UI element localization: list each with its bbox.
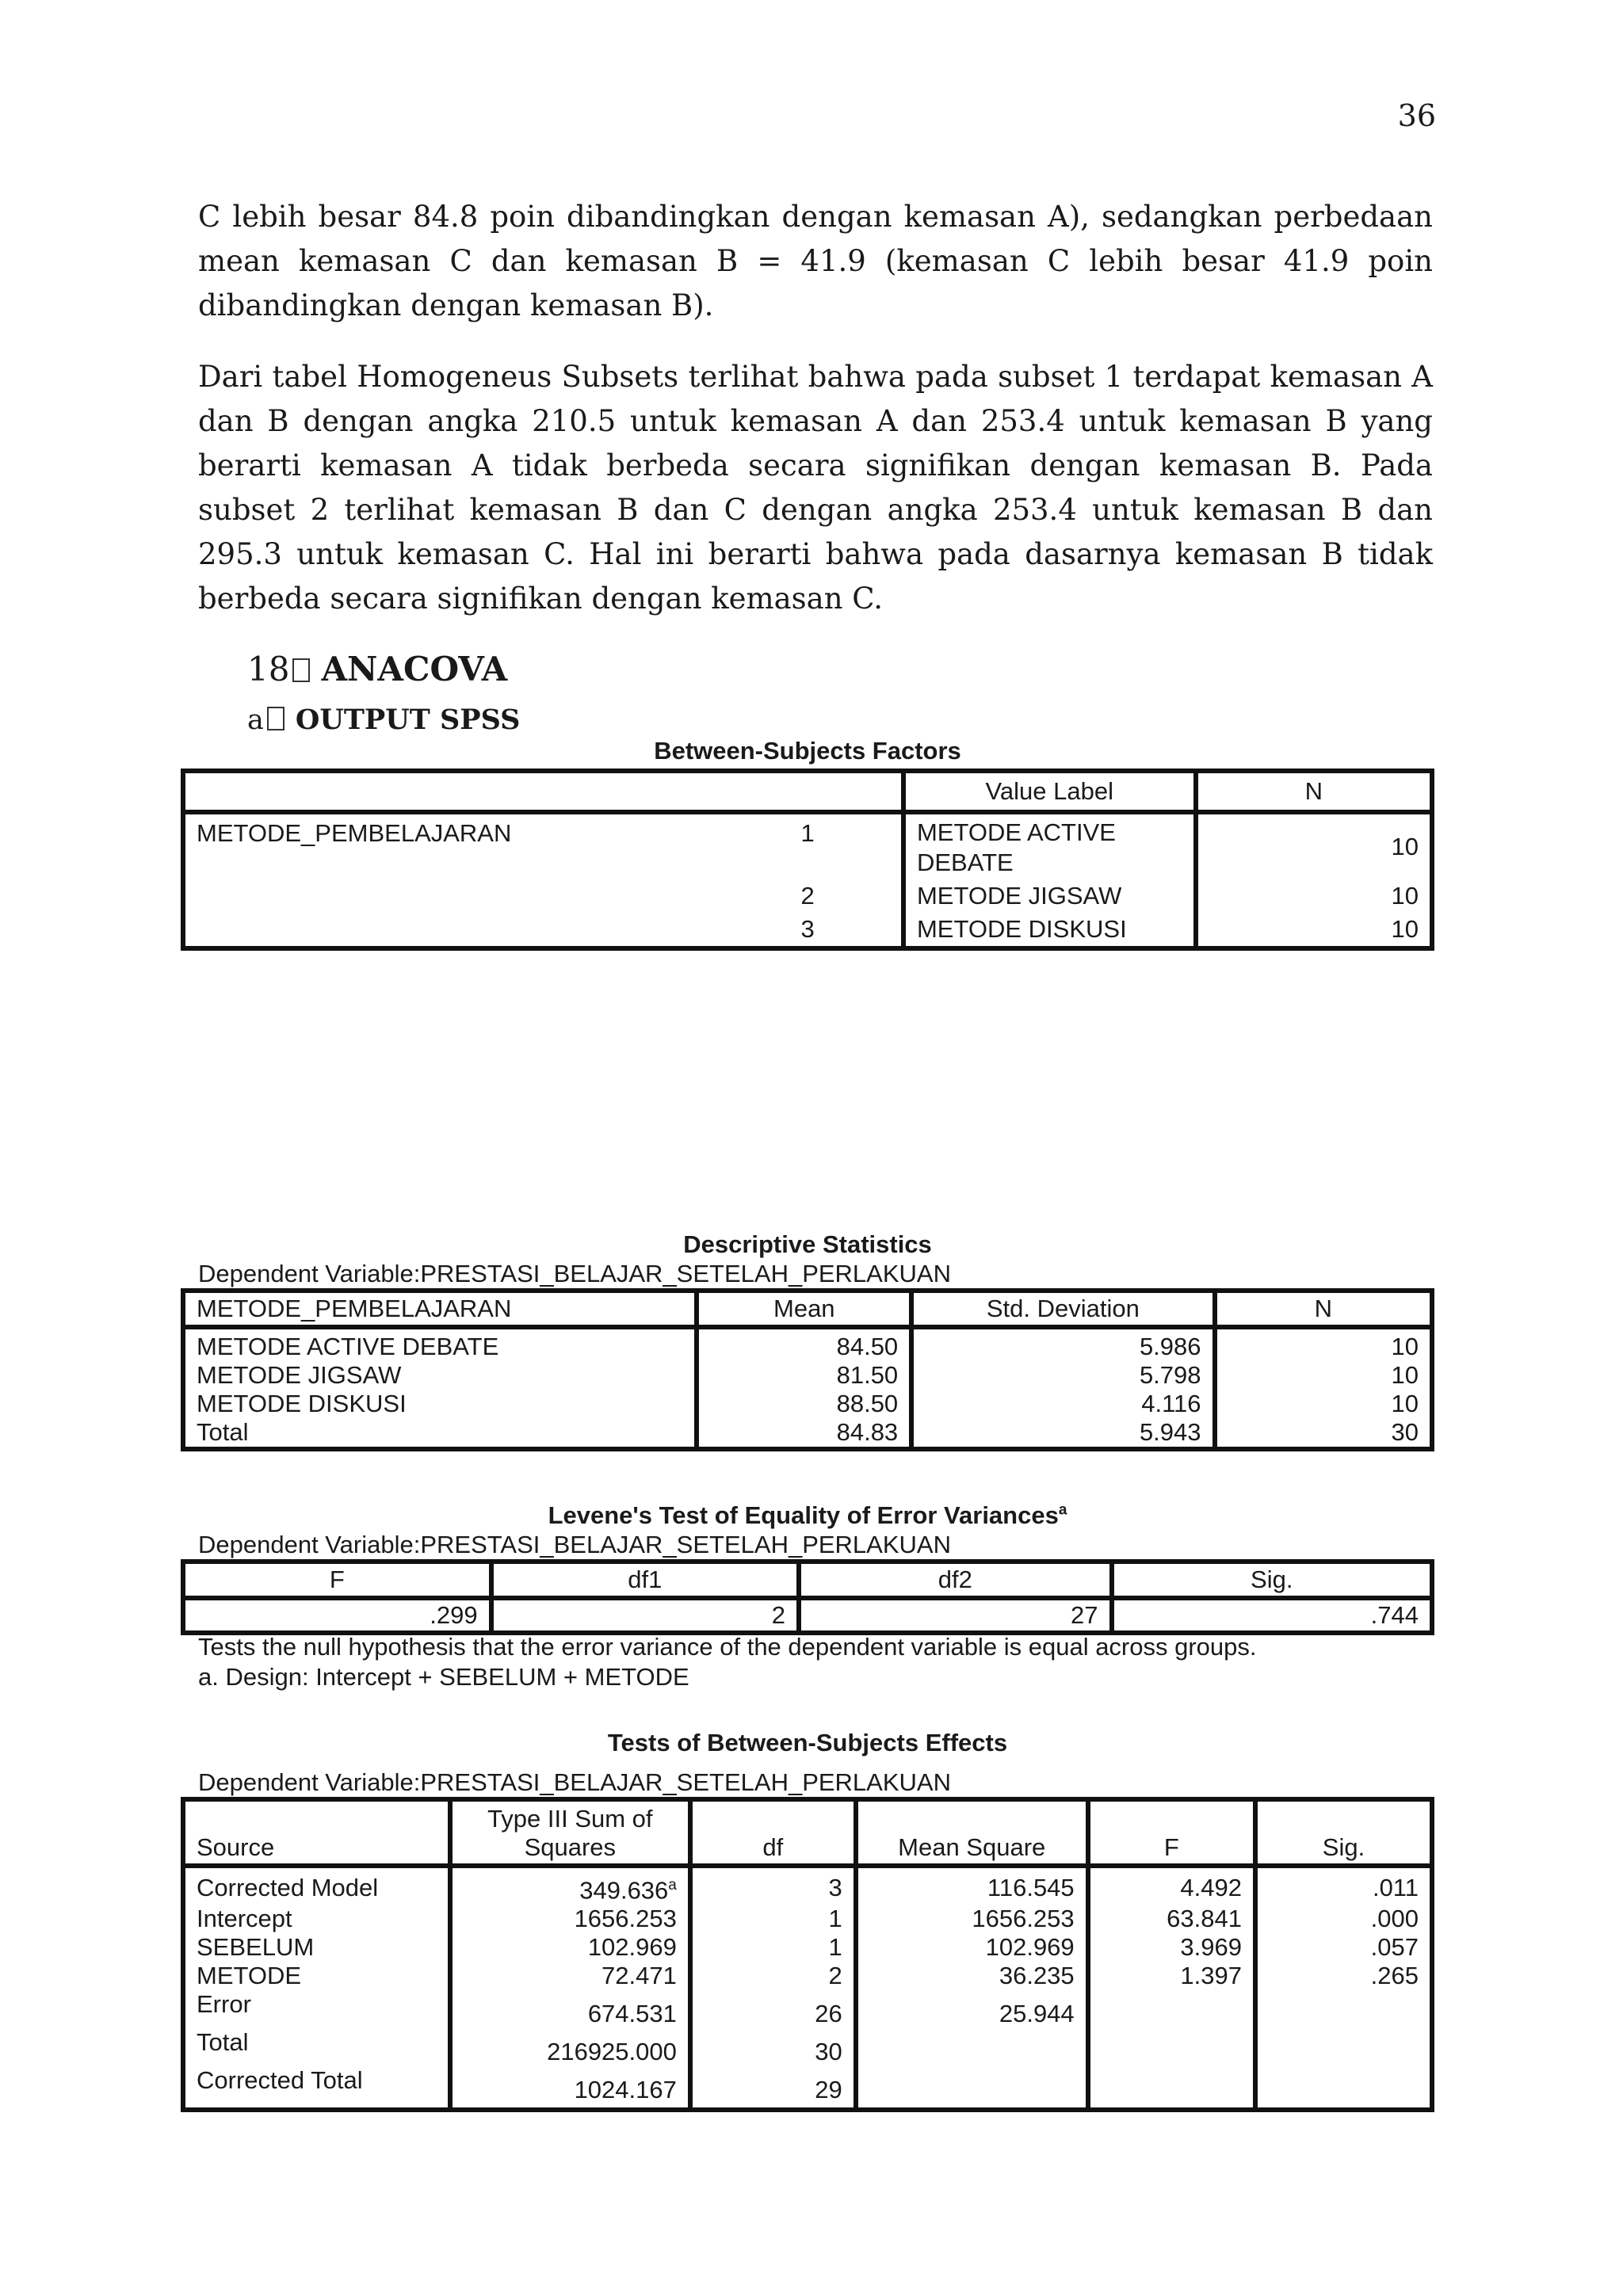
factor-code: 3 — [800, 915, 815, 943]
descriptive-statistics-table — [181, 1288, 1434, 1451]
value-f: .299 — [430, 1601, 478, 1629]
factor-n: 10 — [1196, 812, 1432, 879]
row-std: 5.943 — [911, 1418, 1214, 1449]
row-ms: 1656.253 — [856, 1905, 1088, 1933]
row-label: METODE DISKUSI — [197, 1390, 407, 1417]
row-ms: 116.545 — [856, 1866, 1088, 1905]
row-sig — [1255, 2066, 1432, 2110]
header-ss-line2: Squares — [524, 1833, 617, 1861]
levene-dependent-variable: Dependent Variable:PRESTASI_BELAJAR_SETELAH_PERLAKUAN — [198, 1531, 951, 1558]
between-subjects-factors-table — [181, 769, 1434, 951]
row-label: Total — [197, 1418, 249, 1446]
header-n: N — [1215, 1291, 1432, 1327]
row-source: Corrected Model — [197, 1874, 379, 1902]
row-n: 10 — [1215, 1361, 1432, 1390]
subsection-heading — [247, 704, 520, 736]
table-header-row — [183, 771, 1432, 812]
row-n: 10 — [1215, 1327, 1432, 1361]
between-subjects-factors-title: Between-Subjects Factors — [654, 737, 961, 765]
row-f — [1088, 2028, 1255, 2066]
header-df2: df2 — [799, 1562, 1111, 1598]
row-f: 3.969 — [1088, 1933, 1255, 1962]
row-ss: 1656.253 — [450, 1905, 690, 1933]
row-df: 30 — [690, 2028, 856, 2066]
table-row — [183, 1390, 1432, 1418]
row-ss — [450, 1866, 690, 1905]
factor-code: 2 — [800, 882, 815, 910]
header-sig: Sig. — [1255, 1799, 1432, 1866]
row-sig: .265 — [1255, 1962, 1432, 1990]
row-n: 10 — [1215, 1390, 1432, 1418]
row-ss: 216925.000 — [450, 2028, 690, 2066]
factor-label: METODE JIGSAW — [903, 879, 1196, 913]
between-subjects-effects-title: Tests of Between-Subjects Effects — [607, 1729, 1008, 1756]
row-ms: 102.969 — [856, 1933, 1088, 1962]
row-f — [1088, 1990, 1255, 2028]
descriptive-statistics-title: Descriptive Statistics — [683, 1230, 932, 1258]
row-source: Intercept — [197, 1905, 292, 1933]
row-source: Total — [197, 2028, 249, 2057]
factor-label: METODE DISKUSI — [903, 913, 1196, 948]
row-f: 4.492 — [1088, 1866, 1255, 1905]
row-mean: 88.50 — [697, 1390, 911, 1418]
header-value-label: Value Label — [903, 771, 1196, 812]
header-std-deviation: Std. Deviation — [911, 1291, 1214, 1327]
header-df1: df1 — [491, 1562, 799, 1598]
row-source: SEBELUM — [197, 1933, 315, 1962]
table-row — [183, 1933, 1432, 1962]
header-ss-line1: Type III Sum of — [487, 1805, 653, 1833]
row-ss: 1024.167 — [450, 2066, 690, 2110]
header-source: Source — [183, 1799, 450, 1866]
value-df2: 27 — [799, 1598, 1111, 1633]
missing-glyph-icon — [267, 707, 285, 730]
table-row — [183, 879, 1432, 913]
section-number: 18 — [247, 650, 290, 688]
row-std: 5.798 — [911, 1361, 1214, 1390]
row-std: 4.116 — [911, 1390, 1214, 1418]
row-source: METODE — [197, 1962, 302, 1990]
missing-glyph-icon — [292, 658, 310, 682]
row-ms — [856, 2028, 1088, 2066]
table-row — [183, 812, 1432, 879]
table-header-row — [183, 1291, 1432, 1327]
row-df: 1 — [690, 1905, 856, 1933]
paragraph-2: Dari tabel Homogeneus Subsets terlihat bahwa pada subset 1 terdapat kemasan A dan B dengan angka 210.5 untuk kemasan A dan 253.4 untuk kemasan B yang berarti kemasan A tidak berbeda secara signifikan dengan kemasan B. Pada subset 2 terlihat kemasan B dan C dengan angka 253.4 untuk kemasan B dan 295.3 untuk kemasan C. Hal ini berarti bahwa pada dasarnya kemasan B tidak berbeda secara signifikan dengan kemasan C. — [198, 360, 1433, 616]
table-row — [183, 1361, 1432, 1390]
row-sig — [1255, 1990, 1432, 2028]
row-ss: 102.969 — [450, 1933, 690, 1962]
between-subjects-effects-table — [181, 1797, 1434, 2112]
empty-cell — [183, 913, 714, 948]
row-ms: 25.944 — [856, 1990, 1088, 2028]
subsection-title: OUTPUT SPSS — [295, 704, 521, 736]
factor-name: METODE_PEMBELAJARAN — [197, 819, 512, 847]
levene-test-table — [181, 1559, 1434, 1635]
ss-footnote-sup: a — [668, 1877, 677, 1894]
row-sig: .000 — [1255, 1905, 1432, 1933]
factor-n: 10 — [1196, 879, 1432, 913]
section-title: ANACOVA — [321, 650, 508, 688]
row-f — [1088, 2066, 1255, 2110]
row-ms: 36.235 — [856, 1962, 1088, 1990]
table-row — [183, 1866, 1432, 1905]
descriptive-dependent-variable: Dependent Variable:PRESTASI_BELAJAR_SETELAH_PERLAKUAN — [198, 1260, 951, 1287]
row-f: 63.841 — [1088, 1905, 1255, 1933]
levene-title-text: Levene's Test of Equality of Error Variances — [548, 1501, 1059, 1529]
row-mean: 81.50 — [697, 1361, 911, 1390]
row-ss: 72.471 — [450, 1962, 690, 1990]
header-n: N — [1196, 771, 1432, 812]
header-blank-cell — [183, 771, 903, 812]
value-df1: 2 — [491, 1598, 799, 1633]
table-row — [183, 2066, 1432, 2110]
row-df: 1 — [690, 1933, 856, 1962]
row-source: Error — [197, 1990, 251, 2019]
subsection-letter: a — [247, 704, 264, 736]
table-row — [183, 913, 1432, 948]
row-df: 29 — [690, 2066, 856, 2110]
effects-dependent-variable: Dependent Variable:PRESTASI_BELAJAR_SETELAH_PERLAKUAN — [198, 1768, 951, 1796]
row-sig: .011 — [1255, 1866, 1432, 1905]
factor-label: METODE ACTIVE DEBATE — [903, 812, 1196, 879]
row-source: Corrected Total — [197, 2066, 363, 2095]
header-mean-square: Mean Square — [856, 1799, 1088, 1866]
header-sum-of-squares — [450, 1799, 690, 1866]
header-sig: Sig. — [1112, 1562, 1433, 1598]
table-row — [183, 1990, 1432, 2028]
factor-code: 1 — [800, 819, 815, 847]
header-f: F — [1088, 1799, 1255, 1866]
row-df: 26 — [690, 1990, 856, 2028]
row-mean: 84.83 — [697, 1418, 911, 1449]
row-sig: .057 — [1255, 1933, 1432, 1962]
row-n: 30 — [1215, 1418, 1432, 1449]
row-label: METODE JIGSAW — [197, 1361, 402, 1389]
table-header-row — [183, 1799, 1432, 1866]
table-row — [183, 1962, 1432, 1990]
header-f: F — [183, 1562, 491, 1598]
levene-test-title — [181, 1501, 1434, 1530]
row-label: METODE ACTIVE DEBATE — [197, 1333, 499, 1360]
row-std: 5.986 — [911, 1327, 1214, 1361]
table-header-row — [183, 1562, 1432, 1598]
empty-cell — [183, 879, 714, 913]
section-heading — [247, 650, 507, 688]
table-row — [183, 1327, 1432, 1361]
row-f: 1.397 — [1088, 1962, 1255, 1990]
row-ms — [856, 2066, 1088, 2110]
row-ss-value: 349.636 — [579, 1876, 669, 1905]
header-metode: METODE_PEMBELAJARAN — [183, 1291, 697, 1327]
page-number: 36 — [1397, 98, 1436, 133]
value-sig: .744 — [1112, 1598, 1433, 1633]
table-row — [183, 1418, 1432, 1449]
table-row — [183, 2028, 1432, 2066]
levene-title-sup: a — [1058, 1501, 1067, 1519]
levene-note-null-hypothesis: Tests the null hypothesis that the error variance of the dependent variable is equal across groups. — [198, 1633, 1257, 1661]
table-row — [183, 1905, 1432, 1933]
row-df: 3 — [690, 1866, 856, 1905]
row-sig — [1255, 2028, 1432, 2066]
levene-note-design: a. Design: Intercept + SEBELUM + METODE — [198, 1663, 689, 1691]
row-ss: 674.531 — [450, 1990, 690, 2028]
row-mean: 84.50 — [697, 1327, 911, 1361]
factor-n: 10 — [1196, 913, 1432, 948]
table-row — [183, 1598, 1432, 1633]
header-mean: Mean — [697, 1291, 911, 1327]
row-df: 2 — [690, 1962, 856, 1990]
header-df: df — [690, 1799, 856, 1866]
paragraph-1: C lebih besar 84.8 poin dibandingkan dengan kemasan A), sedangkan perbedaan mean kemasan C dan kemasan B = 41.9 (kemasan C lebih besar 41.9 poin dibandingkan dengan kemasan B). — [198, 200, 1433, 322]
